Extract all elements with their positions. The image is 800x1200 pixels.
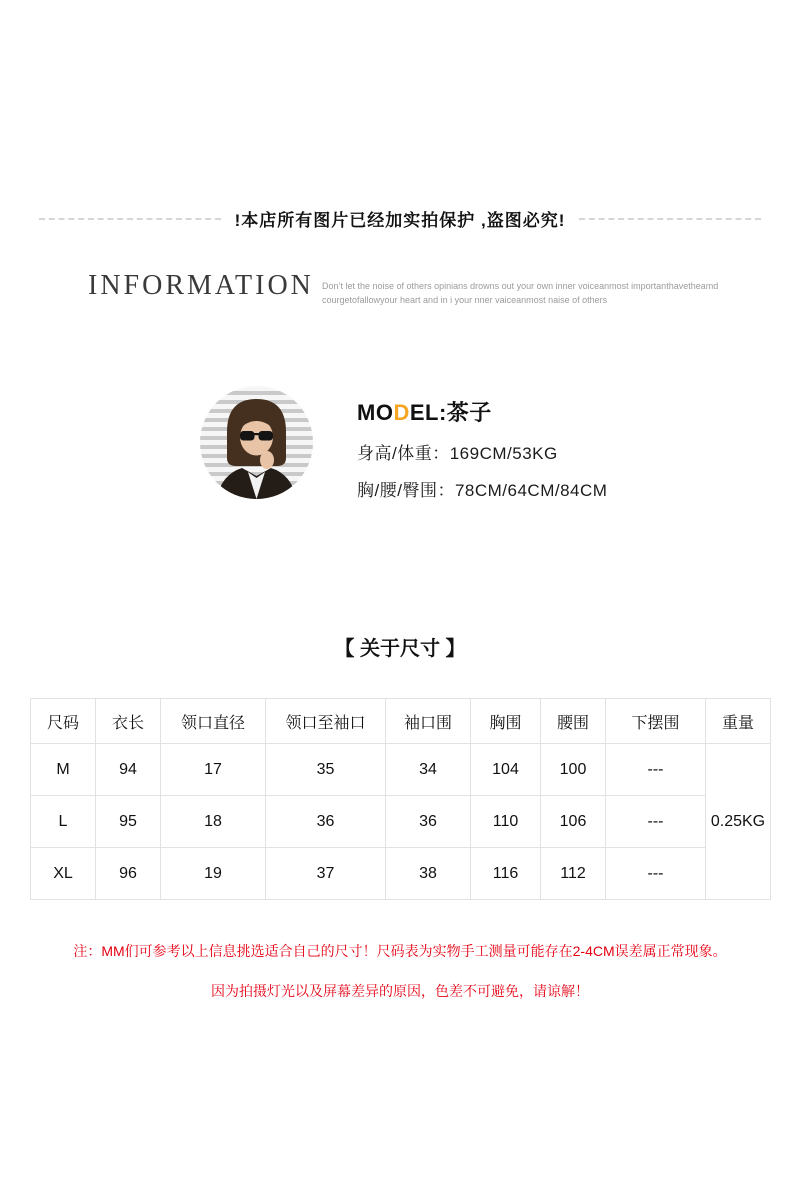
size-table-row-xl bbox=[31, 848, 771, 900]
table-cell: 36 bbox=[386, 796, 471, 848]
model-photo bbox=[200, 386, 313, 499]
table-cell: 36 bbox=[266, 796, 386, 848]
model-text-block bbox=[357, 386, 607, 501]
size-table-header-row bbox=[31, 699, 771, 744]
table-cell-weight: 0.25KG bbox=[706, 744, 771, 900]
dashed-divider-left bbox=[39, 218, 221, 220]
size-table-row-l bbox=[31, 796, 771, 848]
col-header-weight: 重量 bbox=[706, 699, 771, 744]
size-table-row-m bbox=[31, 744, 771, 796]
table-cell: --- bbox=[606, 744, 706, 796]
size-section-heading: 【 关于尺寸 】 bbox=[334, 638, 466, 660]
information-subtitle-line2: courgetofallowyour heart and in i your nner vaiceanmost naise of others bbox=[322, 295, 608, 306]
table-cell: 94 bbox=[96, 744, 161, 796]
table-cell: 112 bbox=[541, 848, 606, 900]
model-name-suffix: EL:茶子 bbox=[409, 400, 492, 425]
dashed-divider-right bbox=[579, 218, 761, 220]
table-cell: 95 bbox=[96, 796, 161, 848]
model-measurements: 胸/腰/臀围：78CM/64CM/84CM bbox=[357, 481, 608, 500]
table-cell: M bbox=[31, 744, 96, 796]
table-cell: 104 bbox=[471, 744, 541, 796]
model-portrait-illustration bbox=[200, 386, 313, 499]
table-cell: --- bbox=[606, 796, 706, 848]
table-cell: 19 bbox=[161, 848, 266, 900]
table-cell: 37 bbox=[266, 848, 386, 900]
col-header-cuff: 袖口围 bbox=[386, 699, 471, 744]
col-header-size: 尺码 bbox=[31, 699, 96, 744]
information-subtitle-line1: Don’t let the noise of others opinians drowns out your own inner voiceanmost importanthavetheamd bbox=[322, 281, 719, 291]
col-header-length: 衣长 bbox=[96, 699, 161, 744]
col-header-waist: 腰围 bbox=[541, 699, 606, 744]
table-cell: 106 bbox=[541, 796, 606, 848]
table-cell: --- bbox=[606, 848, 706, 900]
table-cell: 17 bbox=[161, 744, 266, 796]
col-header-hem: 下摆围 bbox=[606, 699, 706, 744]
table-cell: L bbox=[31, 796, 96, 848]
col-header-neck-to-cuff: 领口至袖口 bbox=[266, 699, 386, 744]
information-title: INFORMATION bbox=[88, 270, 314, 301]
model-height-weight: 身高/体重：169CM/53KG bbox=[357, 444, 558, 463]
col-header-bust: 胸围 bbox=[471, 699, 541, 744]
table-cell: 116 bbox=[471, 848, 541, 900]
information-subtitle bbox=[322, 279, 722, 308]
table-cell: XL bbox=[31, 848, 96, 900]
model-name-prefix: MO bbox=[357, 400, 394, 425]
table-cell: 110 bbox=[471, 796, 541, 848]
anti-theft-banner bbox=[0, 206, 800, 231]
size-table bbox=[30, 698, 771, 900]
note-line-1: 注：MM们可参考以上信息挑选适合自己的尺寸！尺码表为实物手工测量可能存在2-4CM误差属正常现象。 bbox=[73, 943, 727, 959]
model-name bbox=[357, 396, 607, 427]
table-cell: 18 bbox=[161, 796, 266, 848]
size-notes bbox=[0, 944, 800, 998]
note-line-2: 因为拍摄灯光以及屏幕差异的原因，色差不可避免，请谅解！ bbox=[211, 983, 589, 999]
table-cell: 35 bbox=[266, 744, 386, 796]
col-header-neck-diameter: 领口直径 bbox=[161, 699, 266, 744]
anti-theft-text: !本店所有图片已经加实拍保护 ,盗图必究! bbox=[234, 211, 566, 230]
table-cell: 100 bbox=[541, 744, 606, 796]
table-cell: 38 bbox=[386, 848, 471, 900]
table-cell: 96 bbox=[96, 848, 161, 900]
model-name-highlight-letter: D bbox=[393, 400, 410, 425]
model-section bbox=[200, 386, 607, 501]
table-cell: 34 bbox=[386, 744, 471, 796]
